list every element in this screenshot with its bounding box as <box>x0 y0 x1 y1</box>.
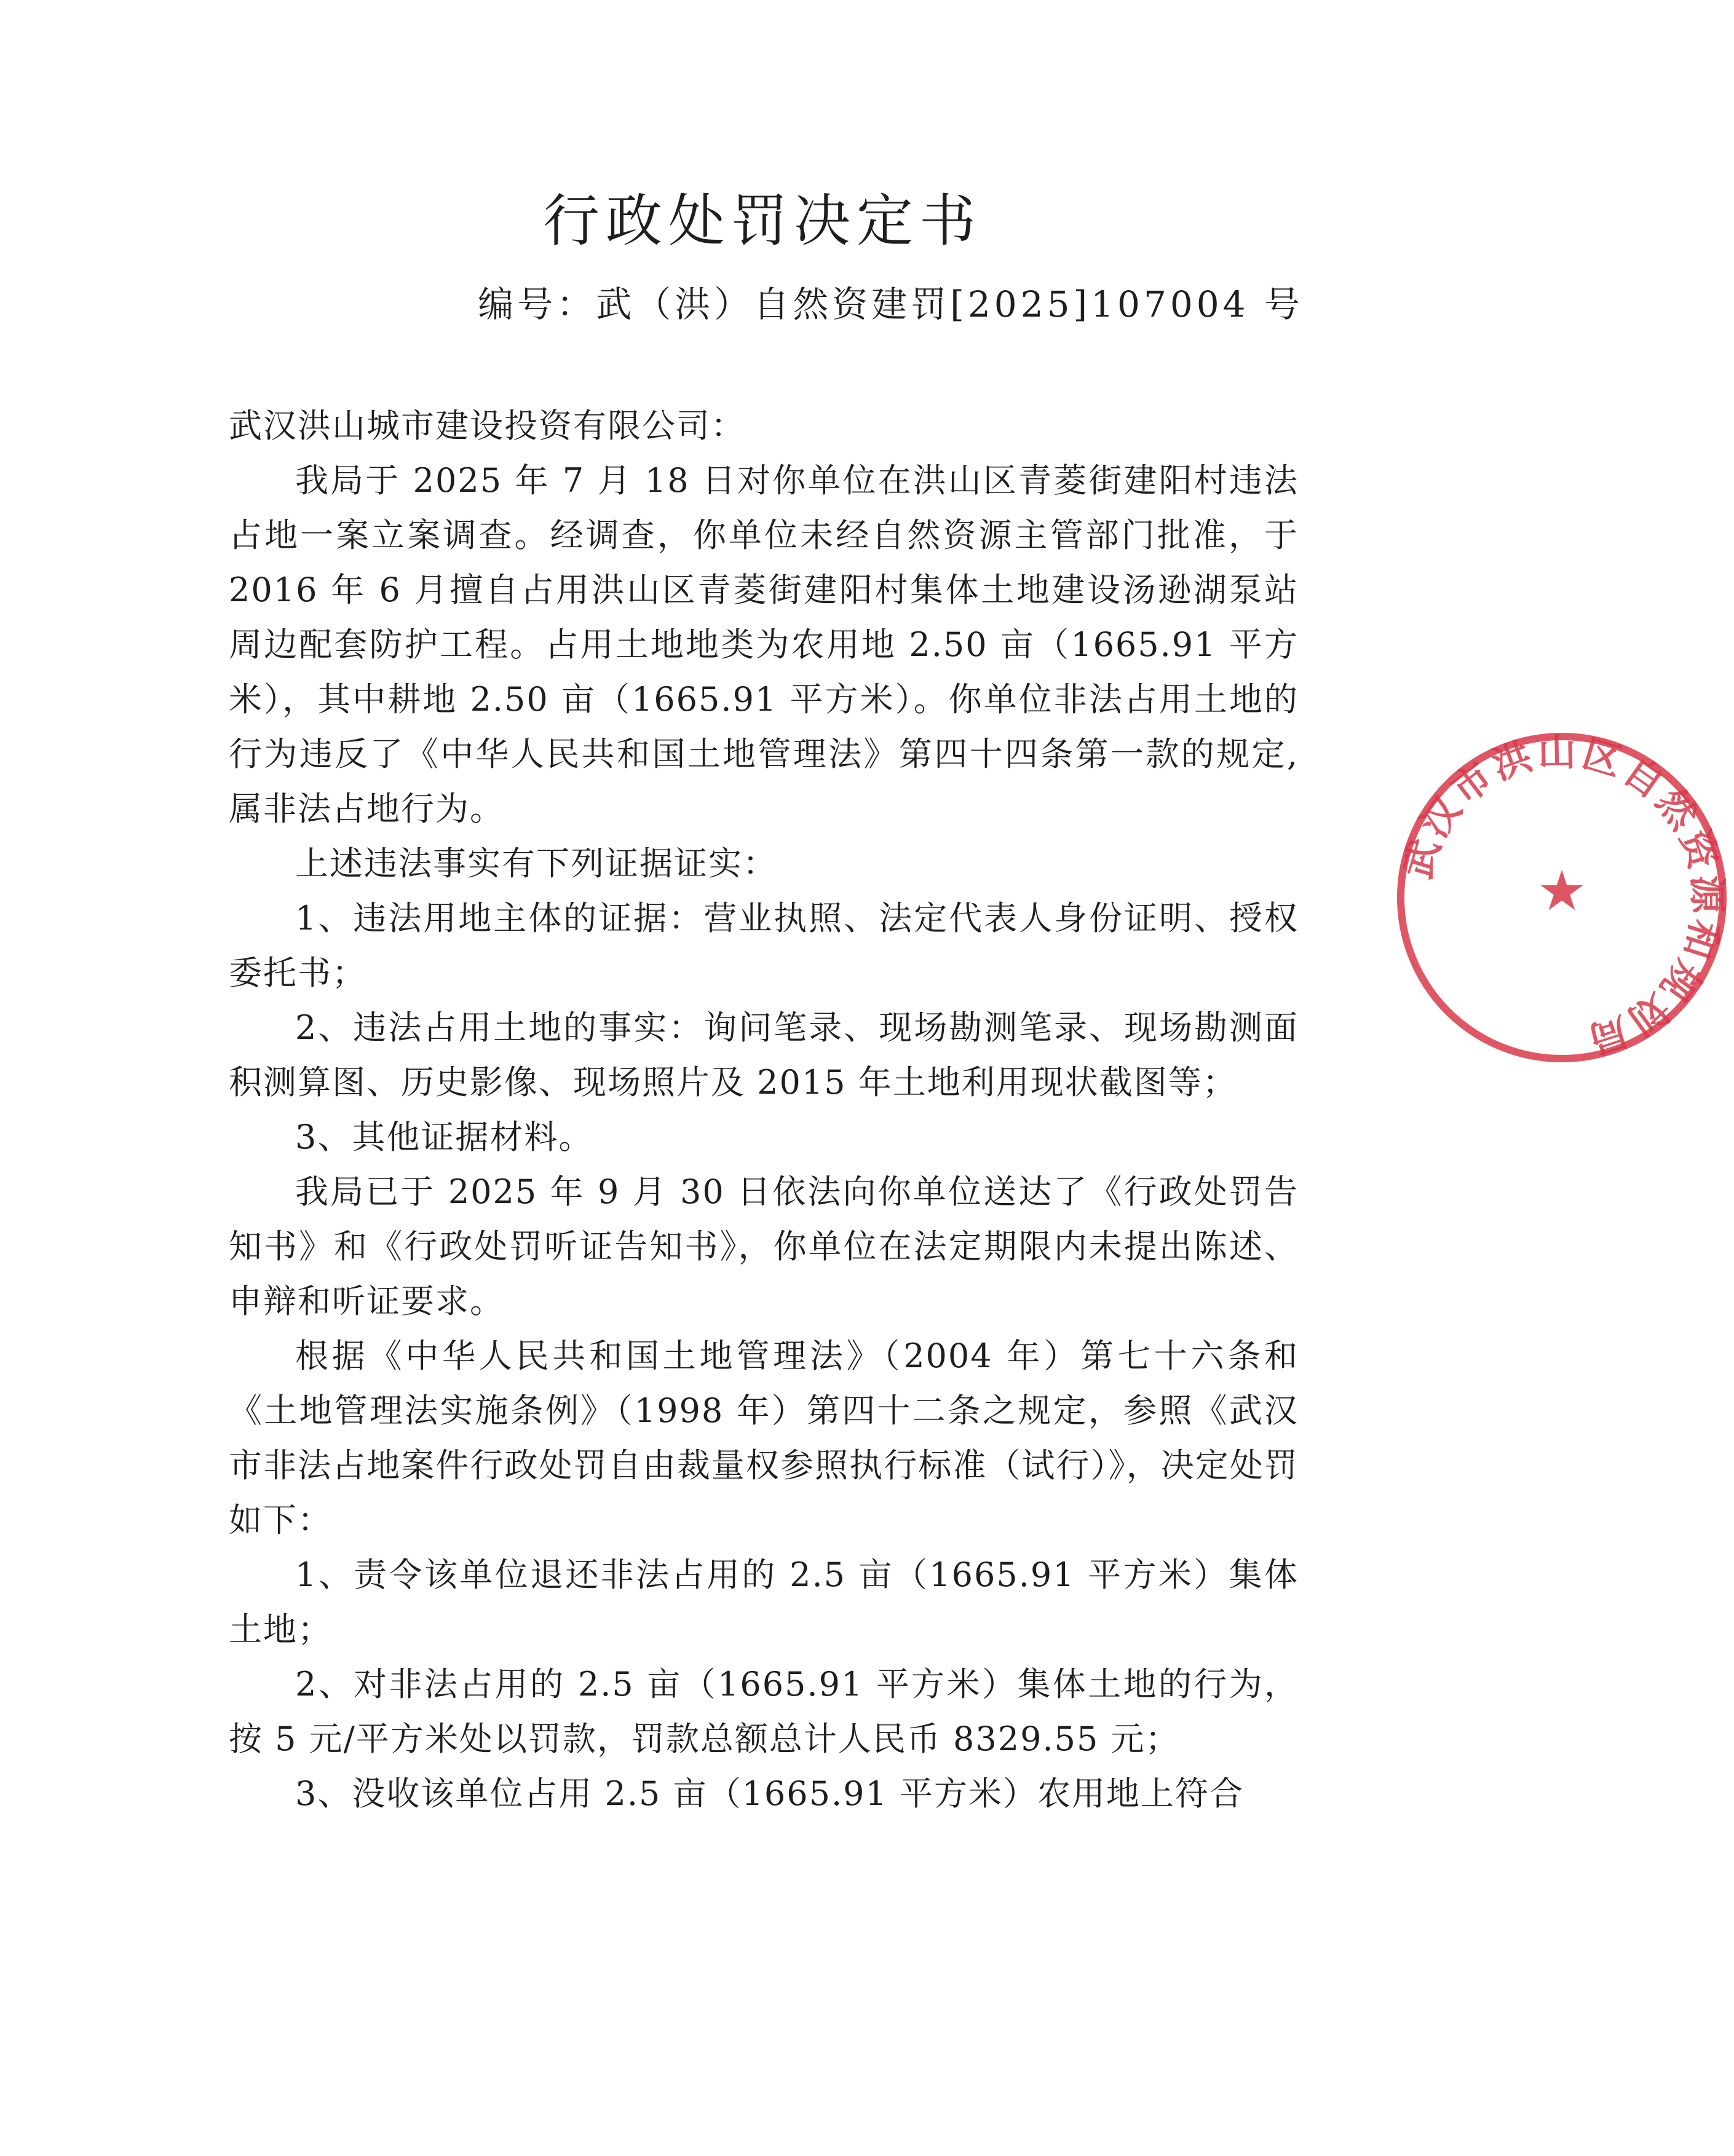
paragraph-legal-basis: 根据《中华人民共和国土地管理法》（2004 年）第七十六条和《土地管理法实施条例》（1998 年）第四十二条之规定，参照《武汉市非法占地案件行政处罚自由裁量权参照执行标准（试行）》，决定处罚如下： <box>229 1337 1299 1539</box>
paragraph-investigation: 我局于 2025 年 7 月 18 日对你单位在洪山区青菱街建阳村违法占地一案立案调查。经调查，你单位未经自然资源主管部门批准，于 2016 年 6 月擅自占用洪山区青菱街建阳村集体土地建设汤逊湖泵站周边配套防护工程。占用土地地类为农用地 2.50 亩（1665.91 平方米），其中耕地 2.50 亩（1665.91 平方米）。你单位非法占用土地的行为违反了《中华人民共和国土地管理法》第四十四条第一款的规定,属非法占地行为。 <box>229 461 1299 828</box>
paragraph-evidence-intro: 上述违法事实有下列证据证实： <box>295 844 777 883</box>
document-number: 编号：武（洪）自然资建罚[2025]107004 号 <box>478 283 1304 325</box>
document-body <box>229 398 1299 1821</box>
recipient-line: 武汉洪山城市建设投资有限公司： <box>229 406 745 445</box>
document-title: 行政处罚决定书 <box>542 188 982 254</box>
evidence-item-1: 1、违法用地主体的证据：营业执照、法定代表人身份证明、授权委托书； <box>229 899 1299 992</box>
evidence-item-3: 3、其他证据材料。 <box>295 1118 593 1156</box>
official-seal-stamp <box>1390 725 1734 1070</box>
penalty-item-1: 1、责令该单位退还非法占用的 2.5 亩（1665.91 平方米）集体土地； <box>229 1555 1299 1649</box>
svg-text:★: ★ <box>1537 859 1587 923</box>
paragraph-notice-served: 我局已于 2025 年 9 月 30 日依法向你单位送达了《行政处罚告知书》和《行政处罚听证告知书》，你单位在法定期限内未提出陈述、申辩和听证要求。 <box>229 1172 1299 1321</box>
penalty-item-3: 3、没收该单位占用 2.5 亩（1665.91 平方米）农用地上符合 <box>295 1774 1245 1813</box>
evidence-item-2: 2、违法占用土地的事实：询问笔录、现场勘测笔录、现场勘测面积测算图、历史影像、现场照片及 2015 年土地利用现状截图等； <box>229 1008 1299 1102</box>
svg-text:武汉市洪山区自然资源和规划局: 武汉市洪山区自然资源和规划局 <box>1395 729 1730 1064</box>
penalty-item-2: 2、对非法占用的 2.5 亩（1665.91 平方米）集体土地的行为，按 5 元/平方米处以罚款，罚款总额总计人民币 8329.55 元； <box>229 1665 1299 1758</box>
